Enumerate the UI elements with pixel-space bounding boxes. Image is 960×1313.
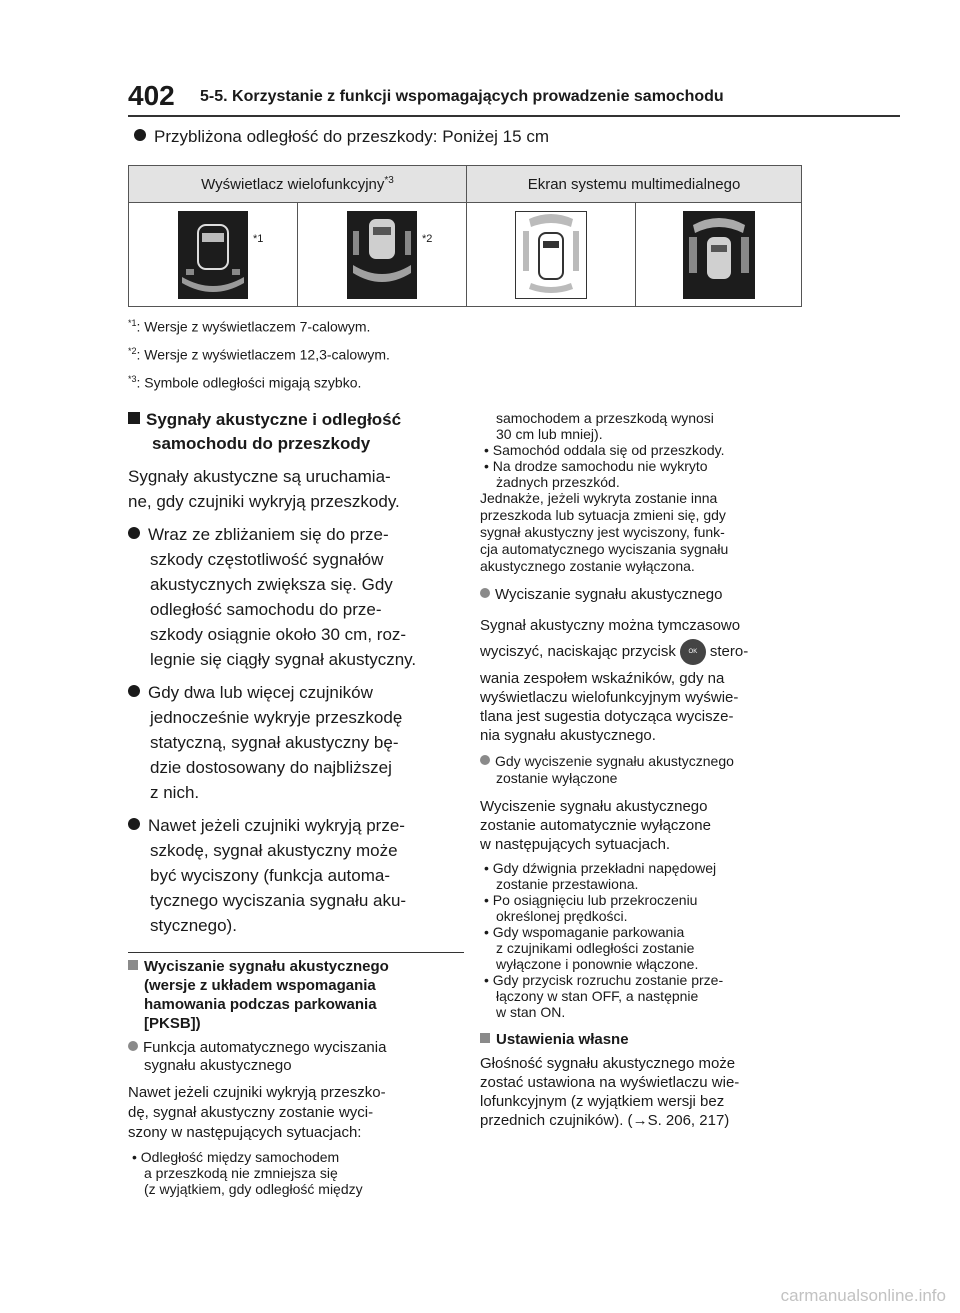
bullet-icon	[128, 527, 140, 539]
image-cell-7inch	[129, 203, 298, 307]
footnote-3: $^{*3}$: Symbole odległości migają szybko.	[128, 374, 362, 391]
cell-note-2: *2	[422, 233, 433, 245]
bullet-multiple-sensors: Gdy dwa lub więcej czujników jednocześnie wykryje przeszkodę statyczną, sygnał akustyczny bę- dzie dostosowany do najbliższej z nich.	[128, 680, 464, 805]
sub-heading-custom-settings: Ustawienia własne	[480, 1030, 810, 1050]
parking-sensor-display-multimedia-light	[515, 211, 587, 299]
arrow-icon: →	[632, 1112, 648, 1130]
page-reference-link[interactable]: S. 206, 217)	[647, 1112, 730, 1130]
parking-sensor-display-multimedia-dark	[683, 211, 755, 299]
parking-sensor-display-12inch	[347, 211, 417, 299]
square-bullet-icon	[128, 960, 138, 970]
page-header	[128, 78, 900, 118]
bullet-icon	[128, 1041, 138, 1051]
table-header-multi-display: Wyświetlacz wielofunkcyjny$^{*3}$	[129, 166, 467, 203]
page-number: 402	[128, 80, 175, 111]
display-table	[128, 165, 802, 307]
bullet-icon	[128, 685, 140, 697]
right-column	[480, 410, 810, 1130]
footnote-2: $^{*2}$: Wersje z wyświetlaczem 12,3-calowym.	[128, 346, 390, 363]
mute-disabled-paragraph: Wyciszenie sygnału akustycznego zostanie automatycznie wyłączone w następujących sytuacjach.	[480, 798, 711, 854]
sub-heading-pksb: Wyciszanie sygnału akustycznego (wersje z układem wspomagania hamowania podczas parkowania [PKSB])	[128, 957, 464, 1033]
bullet-manual-mute: Wyciszanie sygnału akustycznego	[480, 585, 810, 605]
list-item-continued: samochodem a przeszkodą wynosi 30 cm lub mniej).	[496, 410, 714, 442]
bullet-icon	[128, 818, 140, 830]
custom-settings-paragraph: Głośność sygnału akustycznego może zostać ustawiona na wyświetlaczu wie- lofunkcyjnym (z wyjątkiem wersji bez przednich czujników). (→S. 206, 217)	[480, 1055, 740, 1130]
square-bullet-icon	[128, 412, 140, 424]
list-item: • Na drodze samochodu nie wykryto żadnych przeszkód.	[484, 458, 708, 490]
table-header-multimedia: Ekran systemu multimedialnego	[467, 166, 802, 203]
manual-mute-paragraph: Sygnał akustyczny można tymczasowo wyciszyć, naciskając przycisk OK stero-	[480, 613, 810, 665]
image-cell-multimedia-dark	[636, 203, 802, 307]
cell-note-1: *1	[253, 233, 264, 245]
list-item: • Gdy wspomaganie parkowania z czujnikami odległości zostanie wyłączone i ponownie włączone.	[484, 924, 699, 973]
watermark: carmanualsonline.info	[780, 1286, 946, 1305]
footnote-1: $^{*1}$: Wersje z wyświetlaczem 7-calowym.	[128, 318, 371, 335]
ok-button-icon: OK	[680, 639, 706, 665]
list-item: • Samochód oddala się od przeszkody.	[484, 442, 725, 458]
list-item: • Gdy dźwignia przekładni napędowej zostanie przestawiona.	[484, 860, 717, 893]
bullet-icon	[480, 588, 490, 598]
header-rule	[128, 115, 900, 117]
bullet-icon	[480, 755, 490, 765]
intro-text: Przybliżona odległość do przeszkody: Poniżej 15 cm	[154, 127, 549, 146]
image-cell-12inch	[298, 203, 467, 307]
section-title: 5-5. Korzystanie z funkcji wspomagających prowadzenie samochodu	[200, 88, 724, 105]
sub-bullet-auto-mute: Funkcja automatycznego wyciszania sygnału akustycznego	[128, 1039, 464, 1075]
image-cell-multimedia-light	[467, 203, 636, 307]
bullet-frequency: Wraz ze zbliżaniem się do prze- szkody częstotliwość sygnałów akustycznych zwiększa się. Gdy odległość samochodu do prze- szkody osiągnie około 30 cm, roz- legnie się ciągły sygnał akustyczny.	[128, 522, 464, 672]
divider	[128, 952, 464, 953]
square-bullet-icon	[480, 1033, 490, 1043]
signals-paragraph: Sygnały akustyczne są uruchamia- ne, gdy czujniki wykryją przeszkody.	[128, 467, 400, 511]
list-item: • Po osiągnięciu lub przekroczeniu określonej prędkości.	[484, 892, 698, 925]
reactivation-paragraph: Jednakże, jeżeli wykryta zostanie inna przeszkoda lub sytuacja zmieni się, gdy sygnał akustyczny jest wyciszony, funk- cja automatycznego wyciszania sygnału akustycznego zostanie wyłączona.	[480, 490, 729, 574]
bullet-mute: Nawet jeżeli czujniki wykryją prze- szkodę, sygnał akustyczny może być wyciszony (funkcja automa- tycznego wyciszania sygnału aku- stycznego).	[128, 813, 464, 938]
manual-mute-paragraph-cont: wania zespołem wskaźników, gdy na wyświetlaczu wielofunkcyjnym wyświe- tlana jest sugestia dotycząca wycisze- nia sygnału akustycznego.	[480, 670, 739, 745]
bullet-icon	[134, 129, 146, 141]
auto-mute-paragraph: Nawet jeżeli czujniki wykryją przeszko- dę, sygnał akustyczny zostanie wyci- szony w następujących sytuacjach:	[128, 1084, 386, 1141]
left-column	[128, 408, 464, 1197]
section-heading-signals: Sygnały akustyczne i odległość samochodu do przeszkody	[128, 408, 464, 456]
list-item: • Odległość między samochodem a przeszkodą nie zmniejsza się (z wyjątkiem, gdy odległość między	[132, 1149, 363, 1197]
list-item: • Gdy przycisk rozruchu zostanie prze- łączony w stan OFF, a następnie w stan ON.	[484, 972, 724, 1021]
bullet-mute-disabled: Gdy wyciszenie sygnału akustycznego zostanie wyłączone	[480, 753, 810, 787]
intro-line	[134, 127, 549, 147]
parking-sensor-display-7inch	[178, 211, 248, 299]
